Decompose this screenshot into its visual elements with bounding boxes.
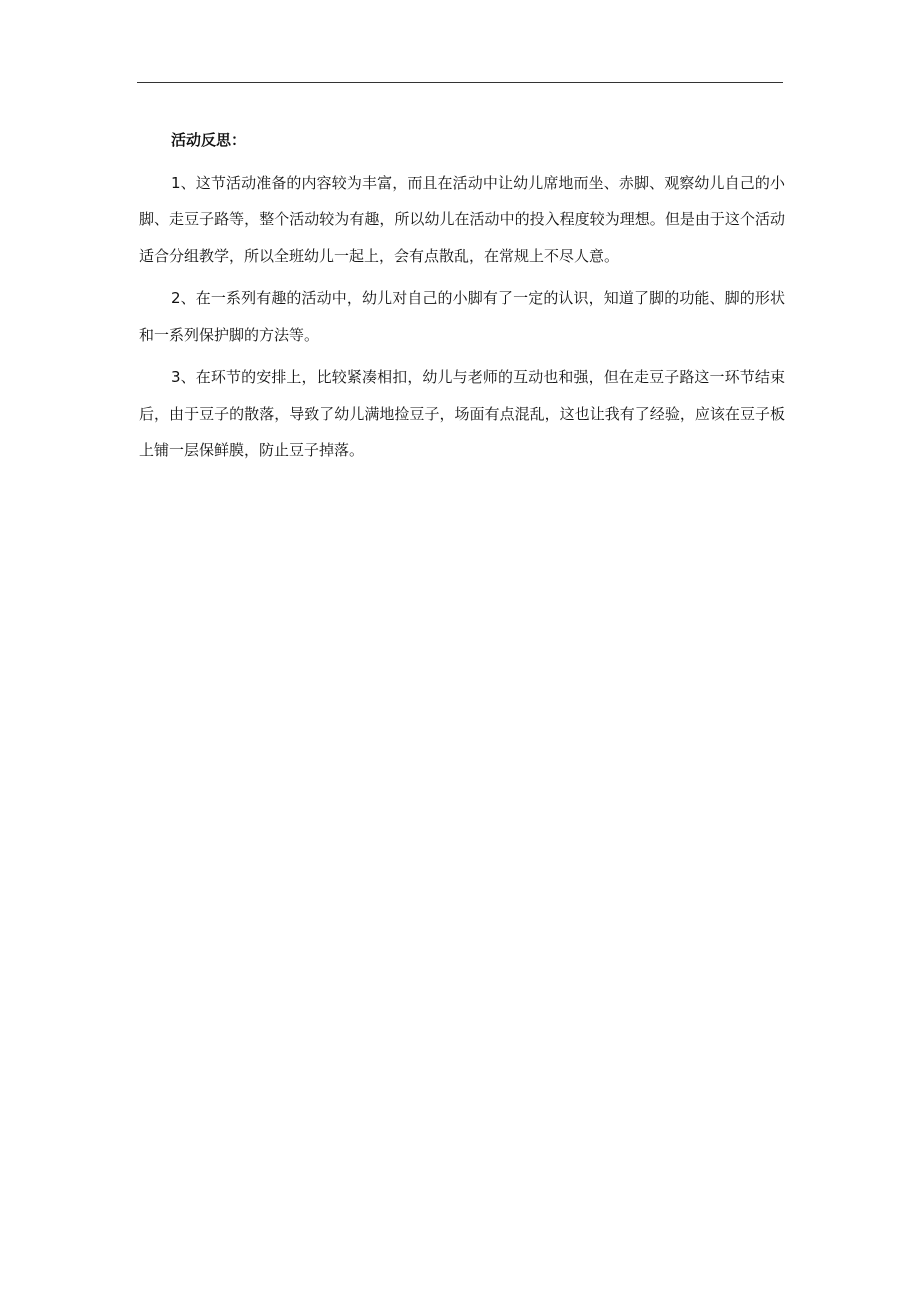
document-body xyxy=(139,122,785,475)
section-heading: 活动反思： xyxy=(171,131,247,149)
paragraph-1: 1、这节活动准备的内容较为丰富，而且在活动中让幼儿席地而坐、赤脚、观察幼儿自己的小脚、走豆子路等，整个活动较为有趣，所以幼儿在活动中的投入程度较为理想。但是由于这个活动适合分组教学，所以全班幼儿一起上，会有点散乱，在常规上不尽人意。 xyxy=(139,173,785,265)
paragraph-2: 2、在一系列有趣的活动中，幼儿对自己的小脚有了一定的认识，知道了脚的功能、脚的形状和一系列保护脚的方法等。 xyxy=(139,289,785,344)
header-rule xyxy=(137,82,783,83)
paragraph-3: 3、在环节的安排上，比较紧凑相扣，幼儿与老师的互动也和强，但在走豆子路这一环节结束后，由于豆子的散落，导致了幼儿满地捡豆子，场面有点混乱，这也让我有了经验，应该在豆子板上铺一层保鲜膜，防止豆子掉落。 xyxy=(139,368,785,459)
